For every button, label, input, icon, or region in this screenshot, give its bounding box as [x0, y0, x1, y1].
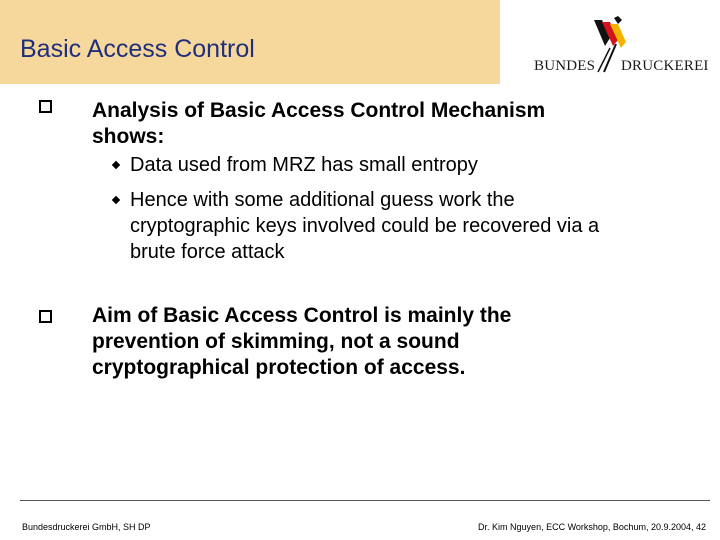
checkbox-bullet-icon — [39, 100, 52, 113]
subitem-2-line-3: brute force attack — [130, 241, 285, 263]
bullet-1-line-2: shows: — [92, 125, 165, 148]
slide-title: Basic Access Control — [20, 35, 255, 63]
bullet-2-line-1: Aim of Basic Access Control is mainly the — [92, 304, 512, 327]
footer-divider — [20, 500, 710, 501]
subitem-2-line-2: cryptographic keys involved could be recovered via a — [130, 215, 600, 237]
checkbox-bullet-icon — [39, 310, 52, 323]
diamond-bullet-icon — [112, 161, 120, 169]
footer-organization: Bundesdruckerei GmbH, SH DP — [22, 522, 151, 532]
subitem-2-line-1: Hence with some additional guess work the — [130, 189, 515, 211]
diamond-bullet-icon — [112, 196, 120, 204]
footer-author-page: Dr. Kim Nguyen, ECC Workshop, Bochum, 20.9.2004, 42 — [478, 522, 706, 532]
subitem-1-line-1: Data used from MRZ has small entropy — [130, 154, 478, 176]
logo-text-druckerei: DRUCKEREI — [621, 58, 709, 74]
bullet-2-line-3: cryptographical protection of access. — [92, 356, 466, 379]
bullet-2-line-2: prevention of skimming, not a sound — [92, 330, 460, 353]
bullet-1-line-1: Analysis of Basic Access Control Mechanism — [92, 99, 546, 122]
bundesdruckerei-logo — [530, 16, 710, 80]
logo-text-bundes: BUNDES — [534, 58, 596, 74]
